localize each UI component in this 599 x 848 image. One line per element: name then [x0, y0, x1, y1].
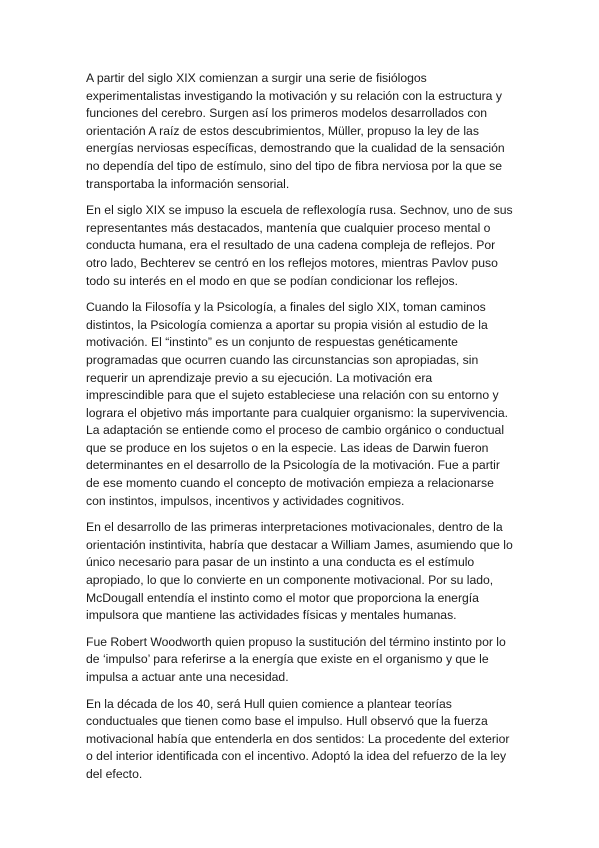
- paragraph-6: En la década de los 40, será Hull quien comience a plantear teorías conductuales que tienen como base el impulso. Hull observó que la fuerza motivacional había que entenderla en dos sentidos: La procedente del exterior o del interior identificada con el incentivo. Adoptó la idea del refuerzo de la ley del efecto.: [86, 696, 510, 781]
- paragraph-3: Cuando la Filosofía y la Psicología, a finales del siglo XIX, toman caminos distintos, la Psicología comienza a aportar su propia visión al estudio de la motivación. El “instinto” es un conjunto de respuestas genéticamente programadas que ocurren cuando las circunstancias son apropiadas, sin requerir un aprendizaje previo a su ejecución. La motivación era imprescindible para que el sujeto estableciese una relación con su entorno y lograra el objetivo más importante para cualquier organismo: la supervivencia. La adaptación se entiende como el proceso de cambio orgánico o conductual que se produce en los sujetos o en la especie. Las ideas de Darwin fueron determinantes en el desarrollo de la Psicología de la motivación. Fue a partir de ese momento cuando el concepto de motivación empieza a relacionarse con instintos, impulsos, incentivos y actividades cognitivos.: [86, 300, 509, 508]
- paragraph-2: En el siglo XIX se impuso la escuela de reflexología rusa. Sechnov, uno de sus representantes más destacados, mantenía que cualquier proceso mental o conducta humana, era el resultado de una cadena compleja de reflejos. Por otro lado, Bechterev se centró en los reflejos motores, mientras Pavlov puso todo su interés en el modo en que se podían condicionar los reflejos.: [86, 203, 513, 288]
- paragraph-5: Fue Robert Woodworth quien propuso la sustitución del término instinto por lo de ‘impulso’ para referirse a la energía que existe en el organismo y que le impulsa a actuar ante una necesidad.: [86, 634, 506, 684]
- paragraph-1: A partir del siglo XIX comienzan a surgir una serie de fisiólogos experimentalistas investigando la motivación y su relación con la estructura y funciones del cerebro. Surgen así los primeros modelos desarrollados con orientación A raíz de estos descubrimientos, Müller, propuso la ley de las energías nerviosas específicas, demostrando que la cualidad de la sensación no dependía del tipo de estímulo, sino del tipo de fibra nerviosa por la que se transportaba la información sensorial.: [86, 71, 505, 191]
- document-body: [86, 70, 513, 793]
- paragraph-4: En el desarrollo de las primeras interpretaciones motivacionales, dentro de la orientación instintivita, habría que destacar a William James, asumiendo que lo único necesario para pasar de un instinto a una conducta es el estímulo apropiado, lo que lo convierte en un componente motivacional. Por su lado, McDougall entendía el instinto como el motor que proporciona la energía impulsora que mantiene las actividades físicas y mentales humanas.: [86, 520, 513, 623]
